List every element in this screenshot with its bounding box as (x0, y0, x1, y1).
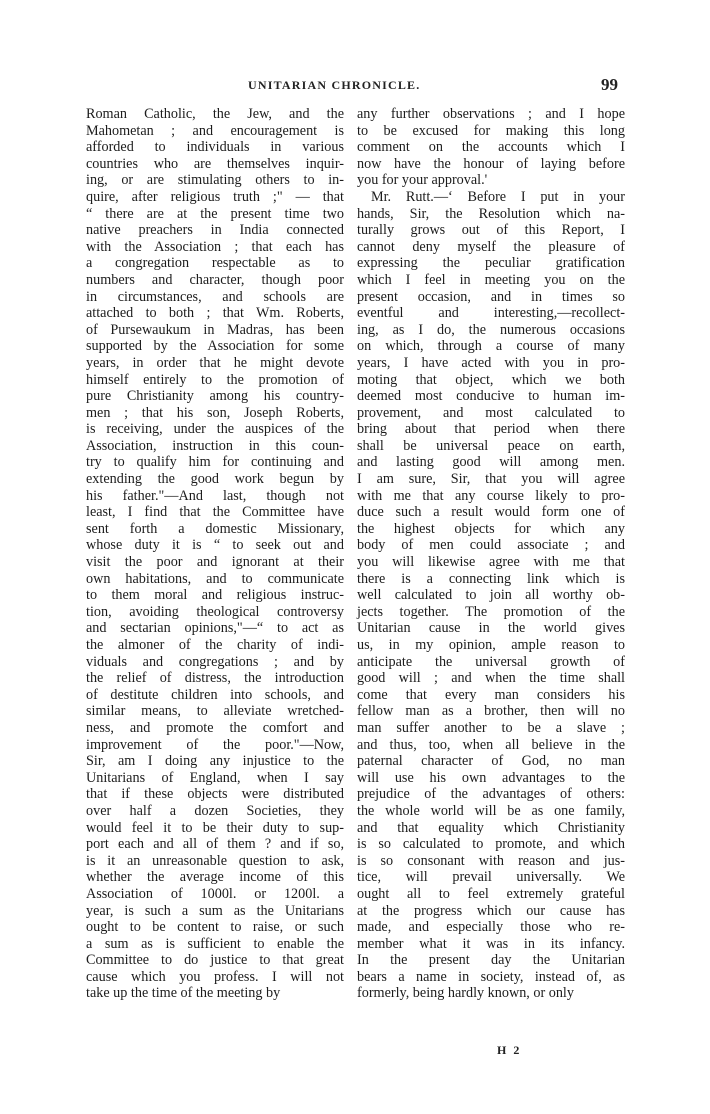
page-number: 99 (601, 75, 618, 94)
text-line: hands, Sir, the Resolution which na- (357, 205, 625, 222)
text-line: eventful and interesting,—recollect- (357, 305, 625, 322)
text-line: now have the honour of laying before (357, 155, 625, 172)
text-line: attached to both ; that Wm. Roberts, (86, 305, 344, 322)
text-line: that if these objects were distributed (86, 786, 344, 803)
text-line: fellow man as a brother, then will no (357, 703, 625, 720)
right-column (357, 106, 625, 1002)
text-line: and thus, too, when all believe in the (357, 736, 625, 753)
text-line: a congregation respectable as to (86, 255, 344, 272)
text-line: afforded to individuals in various (86, 139, 344, 156)
text-line: is receiving, under the auspices of the (86, 421, 344, 438)
text-line: to them moral and religious instruc- (86, 587, 344, 604)
text-line: cannot deny myself the pleasure of (357, 238, 625, 255)
text-line: will use his own advantages to the (357, 769, 625, 786)
running-head (0, 75, 710, 98)
text-line: and sectarian opinions,"—“ to act as (86, 620, 344, 637)
text-line: the almoner of the charity of indi- (86, 637, 344, 653)
text-line: with the Association ; that each has (86, 238, 344, 255)
text-line: provement, and most calculated to (357, 404, 625, 421)
text-line: least, I find that the Committee have (86, 504, 344, 521)
left-column (86, 106, 344, 1002)
signature-mark: H 2 (497, 1043, 522, 1057)
text-line: made, and especially those who re- (357, 919, 625, 936)
text-line: on which, through a course of many (357, 338, 625, 355)
text-line: comment on the accounts which I (357, 139, 625, 156)
text-line: is so consonant with reason and jus- (357, 852, 625, 869)
text-line: you for your approval.' (357, 172, 488, 189)
text-line: the whole world will be as one family, (357, 802, 625, 819)
text-line: bring about that period when there (357, 421, 625, 438)
text-line: over half a dozen Societies, they (86, 802, 344, 819)
text-line: Association, instruction in this coun- (86, 437, 344, 454)
text-line: native preachers in India connected (86, 222, 344, 239)
text-line: Unitarians of England, when I say (86, 769, 344, 786)
text-line: whether the average income of this (86, 869, 344, 886)
text-line: Unitarian cause in the world gives (357, 620, 625, 637)
text-line: ought to be content to raise, or such (86, 919, 344, 936)
text-line: jects together. The promotion of the (357, 603, 625, 620)
text-line: viduals and congregations ; and by (86, 653, 344, 670)
text-line: duce such a result would form one of (357, 504, 625, 521)
text-line: and lasting good will among men. (357, 454, 625, 471)
text-line: any further observations ; and I hope (357, 106, 625, 122)
text-line: to be excused for making this long (357, 122, 625, 139)
text-line: years, I have acted with you in pro- (357, 354, 625, 371)
text-line: years, in order that he might devote (86, 354, 344, 371)
text-line: ing, or are stimulating others to in- (86, 172, 344, 189)
text-line: port each and all of them ? and if so, (86, 836, 344, 853)
text-line: body of men could associate ; and (357, 537, 625, 554)
text-line: his father."—And last, though not (86, 487, 344, 504)
text-line: is so calculated to promote, and which (357, 836, 625, 853)
text-line: Mr. Rutt.—‘ Before I put in your (371, 188, 625, 205)
text-line: countries who are themselves inquir- (86, 155, 344, 172)
text-line: present occasion, and in times so (357, 288, 625, 305)
text-line: man suffer another to be a slave ; (357, 719, 625, 736)
text-line: whose duty it is “ to seek out and (86, 537, 344, 554)
text-line: I am sure, Sir, that you will agree (357, 471, 625, 488)
text-line: own habitations, and to communicate (86, 570, 344, 587)
text-line: year, is such a sum as the Unitarians (86, 902, 344, 919)
text-line: you will likewise agree with me that (357, 554, 625, 571)
text-line: numbers and character, though poor (86, 271, 344, 288)
text-line: try to qualify him for continuing and (86, 454, 344, 471)
text-line: Mahometan ; and encouragement is (86, 122, 344, 139)
text-line: at the progress which our cause has (357, 902, 625, 919)
text-line: moting that object, which we both (357, 371, 625, 388)
text-line: paternal character of God, no man (357, 753, 625, 770)
text-line: tion, avoiding theological controversy (86, 603, 344, 620)
text-line: similar means, to alleviate wretched- (86, 703, 344, 720)
text-line: the highest objects for which any (357, 520, 625, 537)
text-line: good will ; and when the time shall (357, 670, 625, 687)
text-line: formerly, being hardly known, or only (357, 985, 574, 1002)
text-line: expressing the peculiar gratification (357, 255, 625, 272)
text-line: turally grows out of this Report, I (357, 222, 625, 239)
text-line: member what it was in its infancy. (357, 935, 625, 952)
text-line: well calculated to join all worthy ob- (357, 587, 625, 604)
text-line: tice, will prevail universally. We (357, 869, 625, 886)
text-line: Association of 1000l. or 1200l. a (86, 885, 344, 902)
text-line: prejudice of the advantages of others: (357, 786, 625, 803)
text-line: would feel it to be their duty to sup- (86, 819, 344, 836)
text-line: deemed most conducive to human im- (357, 388, 625, 405)
text-line: shall be universal peace on earth, (357, 437, 625, 454)
text-line: ing, as I do, the numerous occasions (357, 321, 625, 338)
text-line: Roman Catholic, the Jew, and the (86, 106, 344, 122)
running-title: UNITARIAN CHRONICLE. (248, 78, 421, 92)
text-line: with me that any course likely to pro- (357, 487, 625, 504)
text-line: in circumstances, and schools are (86, 288, 344, 305)
text-line: “ there are at the present time two (86, 205, 344, 222)
text-line: men ; that his son, Joseph Roberts, (86, 404, 344, 421)
text-line: quire, after religious truth ;" — that (86, 188, 344, 205)
text-line: Committee to do justice to that great (86, 952, 344, 969)
text-line: extending the good work begun by (86, 471, 344, 488)
text-line: Sir, am I doing any injustice to the (86, 753, 344, 770)
text-line: bears a name in society, instead of, as (357, 968, 625, 985)
text-line: is it an unreasonable question to ask, (86, 852, 344, 869)
text-line: cause which you profess. I will not (86, 968, 344, 985)
text-line: us, in my opinion, ample reason to (357, 637, 625, 653)
text-line: improvement of the poor."—Now, (86, 736, 344, 753)
text-line: In the present day the Unitarian (357, 952, 625, 969)
text-line: himself entirely to the promotion of (86, 371, 344, 388)
text-line: anticipate the universal growth of (357, 653, 625, 670)
text-line: and that equality which Christianity (357, 819, 625, 836)
text-line: ness, and promote the comfort and (86, 719, 344, 736)
text-line: pure Christianity among his country- (86, 388, 344, 405)
text-line: sent forth a domestic Missionary, (86, 520, 344, 537)
text-line: a sum as is sufficient to enable the (86, 935, 344, 952)
text-line: the relief of distress, the introduction (86, 670, 344, 687)
text-line: take up the time of the meeting by (86, 985, 281, 1002)
text-line: visit the poor and ignorant at their (86, 554, 344, 571)
text-line: which I feel in meeting you on the (357, 271, 625, 288)
text-line: there is a connecting link which is (357, 570, 625, 587)
text-line: of destitute children into schools, and (86, 686, 344, 703)
text-line: supported by the Association for some (86, 338, 344, 355)
text-line: ought all to feel extremely grateful (357, 885, 625, 902)
text-line: come that every man considers his (357, 686, 625, 703)
text-line: of Pursewaukum in Madras, has been (86, 321, 344, 338)
